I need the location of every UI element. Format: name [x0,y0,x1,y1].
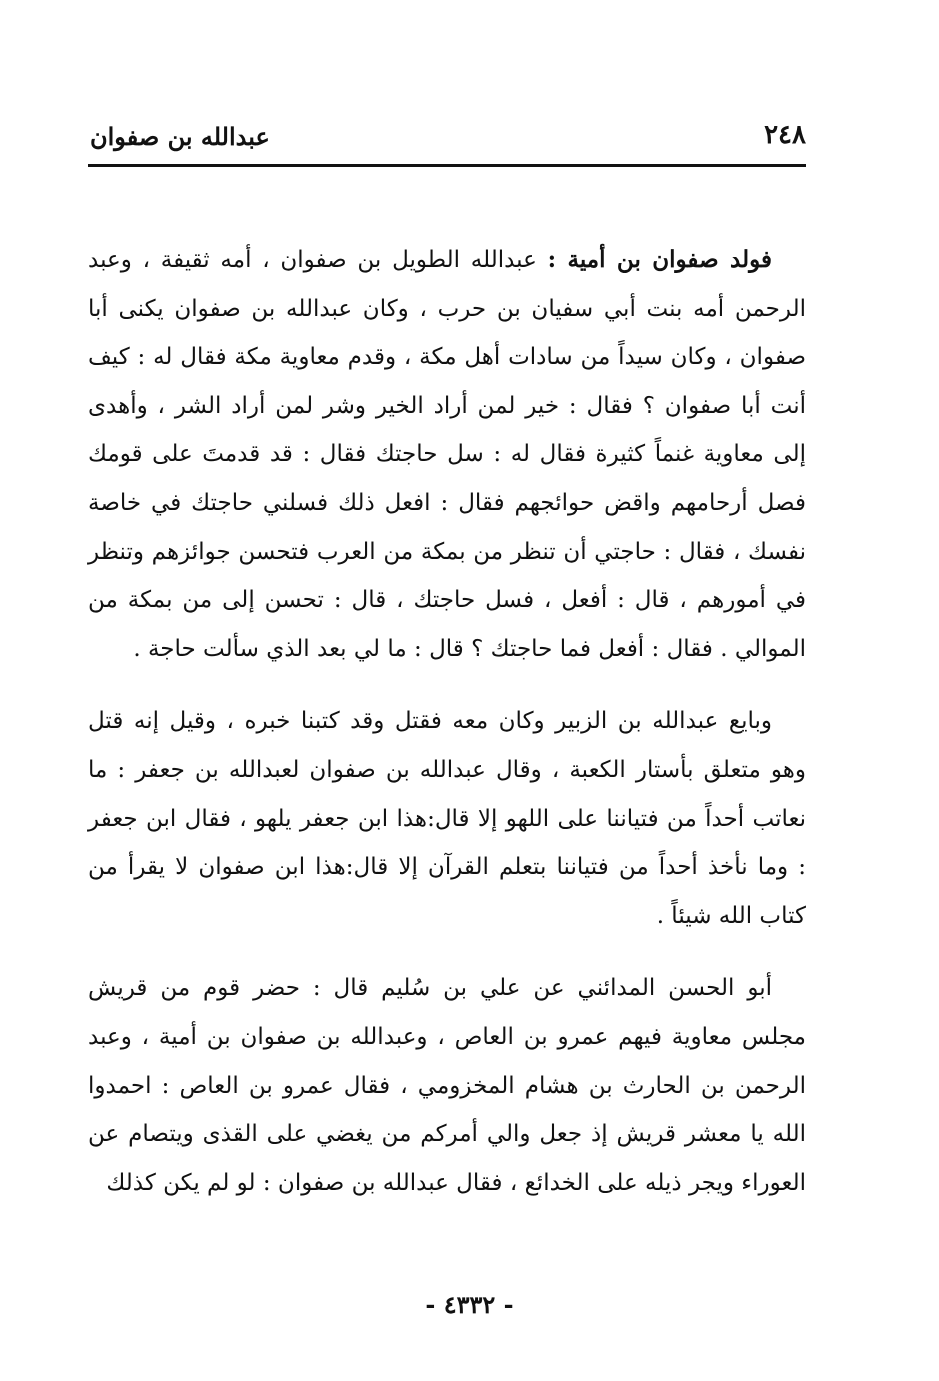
page-number: ٢٤٨ [764,120,806,150]
paragraph-text: وبايع عبدالله بن الزبير وكان معه فقتل وقد كتبنا خبره ، وقيل إنه قتل وهو متعلق بأستار الكعبة ، وقال عبدالله بن صفوان لعبدالله بن جعفر : ما نعاتب أحداً من فتياننا على اللهو إلا قال:هذا ابن جعفر يلهو ، فقال ابن جعفر : وما نأخذ أحداً من فتياننا بتعلم القرآن إلا قال:هذا ابن صفوان لا يقرأ من كتاب الله شيئاً . [88,708,806,929]
paragraph-1 [88,236,806,673]
paragraph-lead: فولد صفوان بن أمية : [547,246,772,273]
paragraph-text: أبو الحسن المدائني عن علي بن سُليم قال : حضر قوم من قريش مجلس معاوية فيهم عمرو بن العاص ، وعبدالله بن صفوان بن أمية ، وعبد الرحمن بن الحارث بن هشام المخزومي ، فقال عمرو بن العاص : احمدوا الله يا معشر قريش إذ جعل والي أمركم من يغضي على القذى ويتصام عن العوراء ويجر ذيله على الخدائع ، فقال عبدالله بن صفوان : لو لم يكن كذلك [88,975,806,1196]
page-header [88,118,806,162]
folio-number: - ٤٣٣٢ - [425,1290,514,1319]
running-title: عبدالله بن صفوان [90,122,270,151]
main-text [88,236,806,1207]
paragraph-2 [88,697,806,940]
paragraph-3 [88,964,806,1207]
paragraph-text: عبدالله الطويل بن صفوان ، أمه ثقيفة ، وعبد الرحمن أمه بنت أبي سفيان بن حرب ، وكان عبدالله بن صفوان يكنى أبا صفوان ، وكان سيداً من سادات أهل مكة ، وقدم معاوية مكة فقال له : كيف أنت أبا صفوان ؟ فقال : خير لمن أراد الخير وشر لمن أراد الشر ، وأهدى إلى معاوية غنماً كثيرة فقال له : سل حاجتك فقال : قد قدمتَ على قومك فصل أرحامهم واقض حوائجهم فقال : افعل ذلك فسلني حاجتك في خاصة نفسك ، فقال : حاجتي أن تنظر من بمكة من العرب فتحسن جوائزهم وتنظر في أمورهم ، قال : أفعل ، فسل حاجتك ، قال : تحسن إلى من بمكة من الموالي . فقال : أفعل فما حاجتك ؟ قال : ما لي بعد الذي سألت حاجة . [88,247,806,662]
header-rule [88,164,806,167]
